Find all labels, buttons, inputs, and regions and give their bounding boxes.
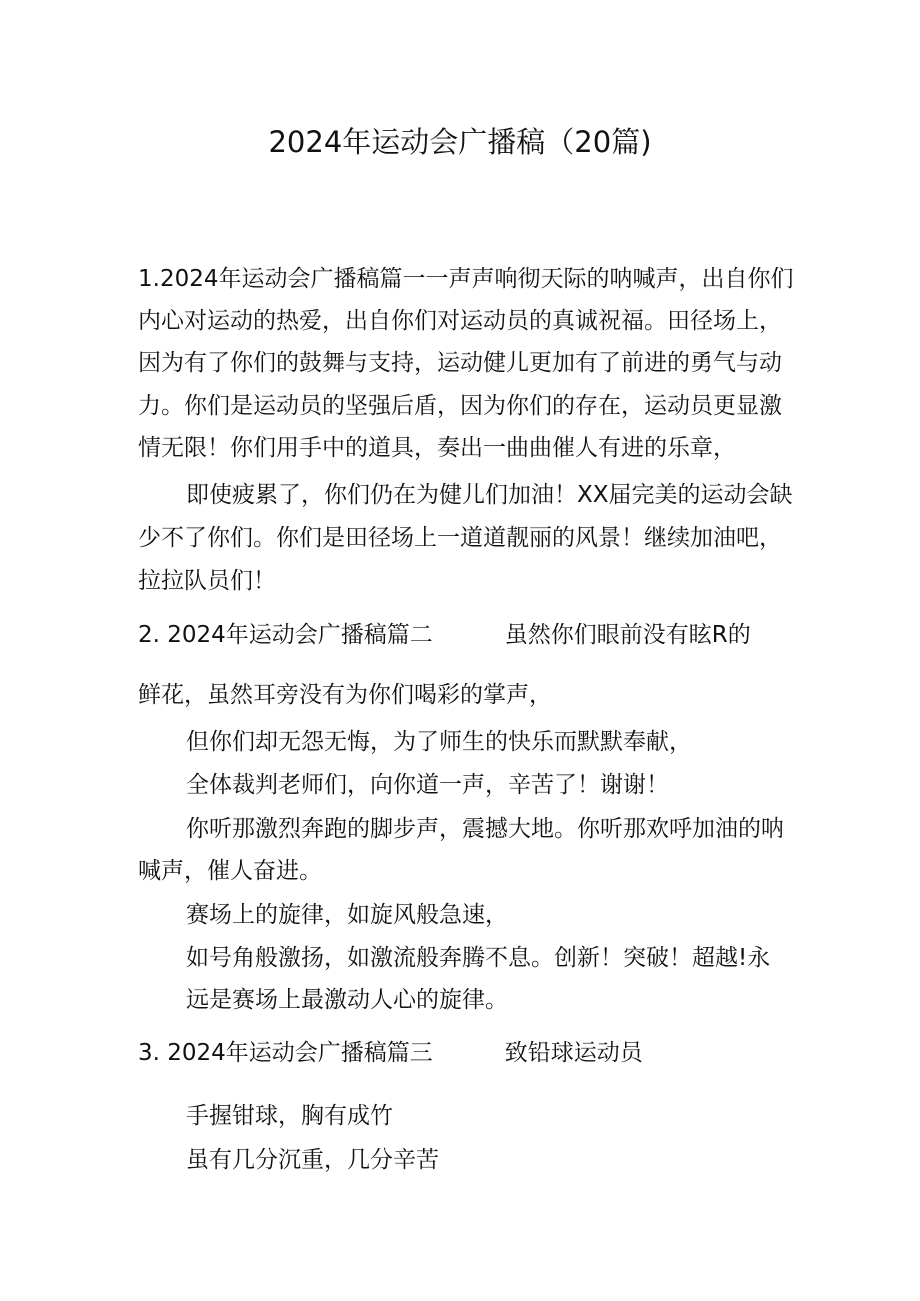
section2-line-5: 喊声，催人奋进。 xyxy=(138,858,322,884)
section3-line-2: 虽有几分沉重，几分辛苦 xyxy=(186,1147,439,1173)
section2-line-6: 赛场上的旋律，如旋风般急速， xyxy=(186,902,508,928)
section1-line-5: 情无限！你们用手中的道具，奏出一曲曲催人有进的乐章， xyxy=(138,435,736,461)
section2-heading-text: 2. 2024年运动会广播稿篇二 xyxy=(138,622,433,648)
section1-line-1: 1.2024年运动会广播稿篇一一声声响彻天际的呐喊声，出自你们 xyxy=(138,266,794,292)
section3-subtitle: 致铅球运动员 xyxy=(504,1040,643,1066)
section1-line-3: 因为有了你们的鼓舞与支持，运动健儿更加有了前进的勇气与动 xyxy=(138,350,782,376)
section3-heading-text: 3. 2024年运动会广播稿篇三 xyxy=(138,1040,433,1066)
section2-heading xyxy=(138,620,751,650)
section3-heading xyxy=(138,1038,643,1068)
section2-line-3: 全体裁判老师们，向你道一声，辛苦了！谢谢！ xyxy=(186,772,669,798)
section2-subtitle: 虽然你们眼前没有眩R的 xyxy=(504,622,751,648)
section2-line-8: 远是赛场上最激动人心的旋律。 xyxy=(186,987,508,1013)
section1-line-8: 拉拉队员们！ xyxy=(138,568,276,594)
section1-line-4: 力。你们是运动员的坚强后盾，因为你们的存在，运动员更显激 xyxy=(138,393,782,419)
section2-line-4: 你听那激烈奔跑的脚步声，震撼大地。你听那欢呼加油的呐 xyxy=(186,816,784,842)
section1-line-7: 少不了你们。你们是田径场上一道道靓丽的风景！继续加油吧， xyxy=(138,525,782,551)
section2-line-7: 如号角般激扬，如激流般奔腾不息。创新！突破！超越!永 xyxy=(186,945,771,971)
section3-line-1: 手握钳球，胸有成竹 xyxy=(186,1103,393,1129)
section1-line-2: 内心对运动的热爱，出自你们对运动员的真诚祝福。田径场上， xyxy=(138,308,782,334)
section2-line-1: 鲜花，虽然耳旁没有为你们喝彩的掌声， xyxy=(138,682,552,708)
section1-line-6: 即使疲累了，你们仍在为健儿们加油！XX届完美的运动会缺 xyxy=(186,482,793,508)
document-title: 2024年运动会广播稿（20篇) xyxy=(268,125,652,159)
section2-line-2: 但你们却无怨无悔，为了师生的快乐而默默奉献， xyxy=(186,729,692,755)
